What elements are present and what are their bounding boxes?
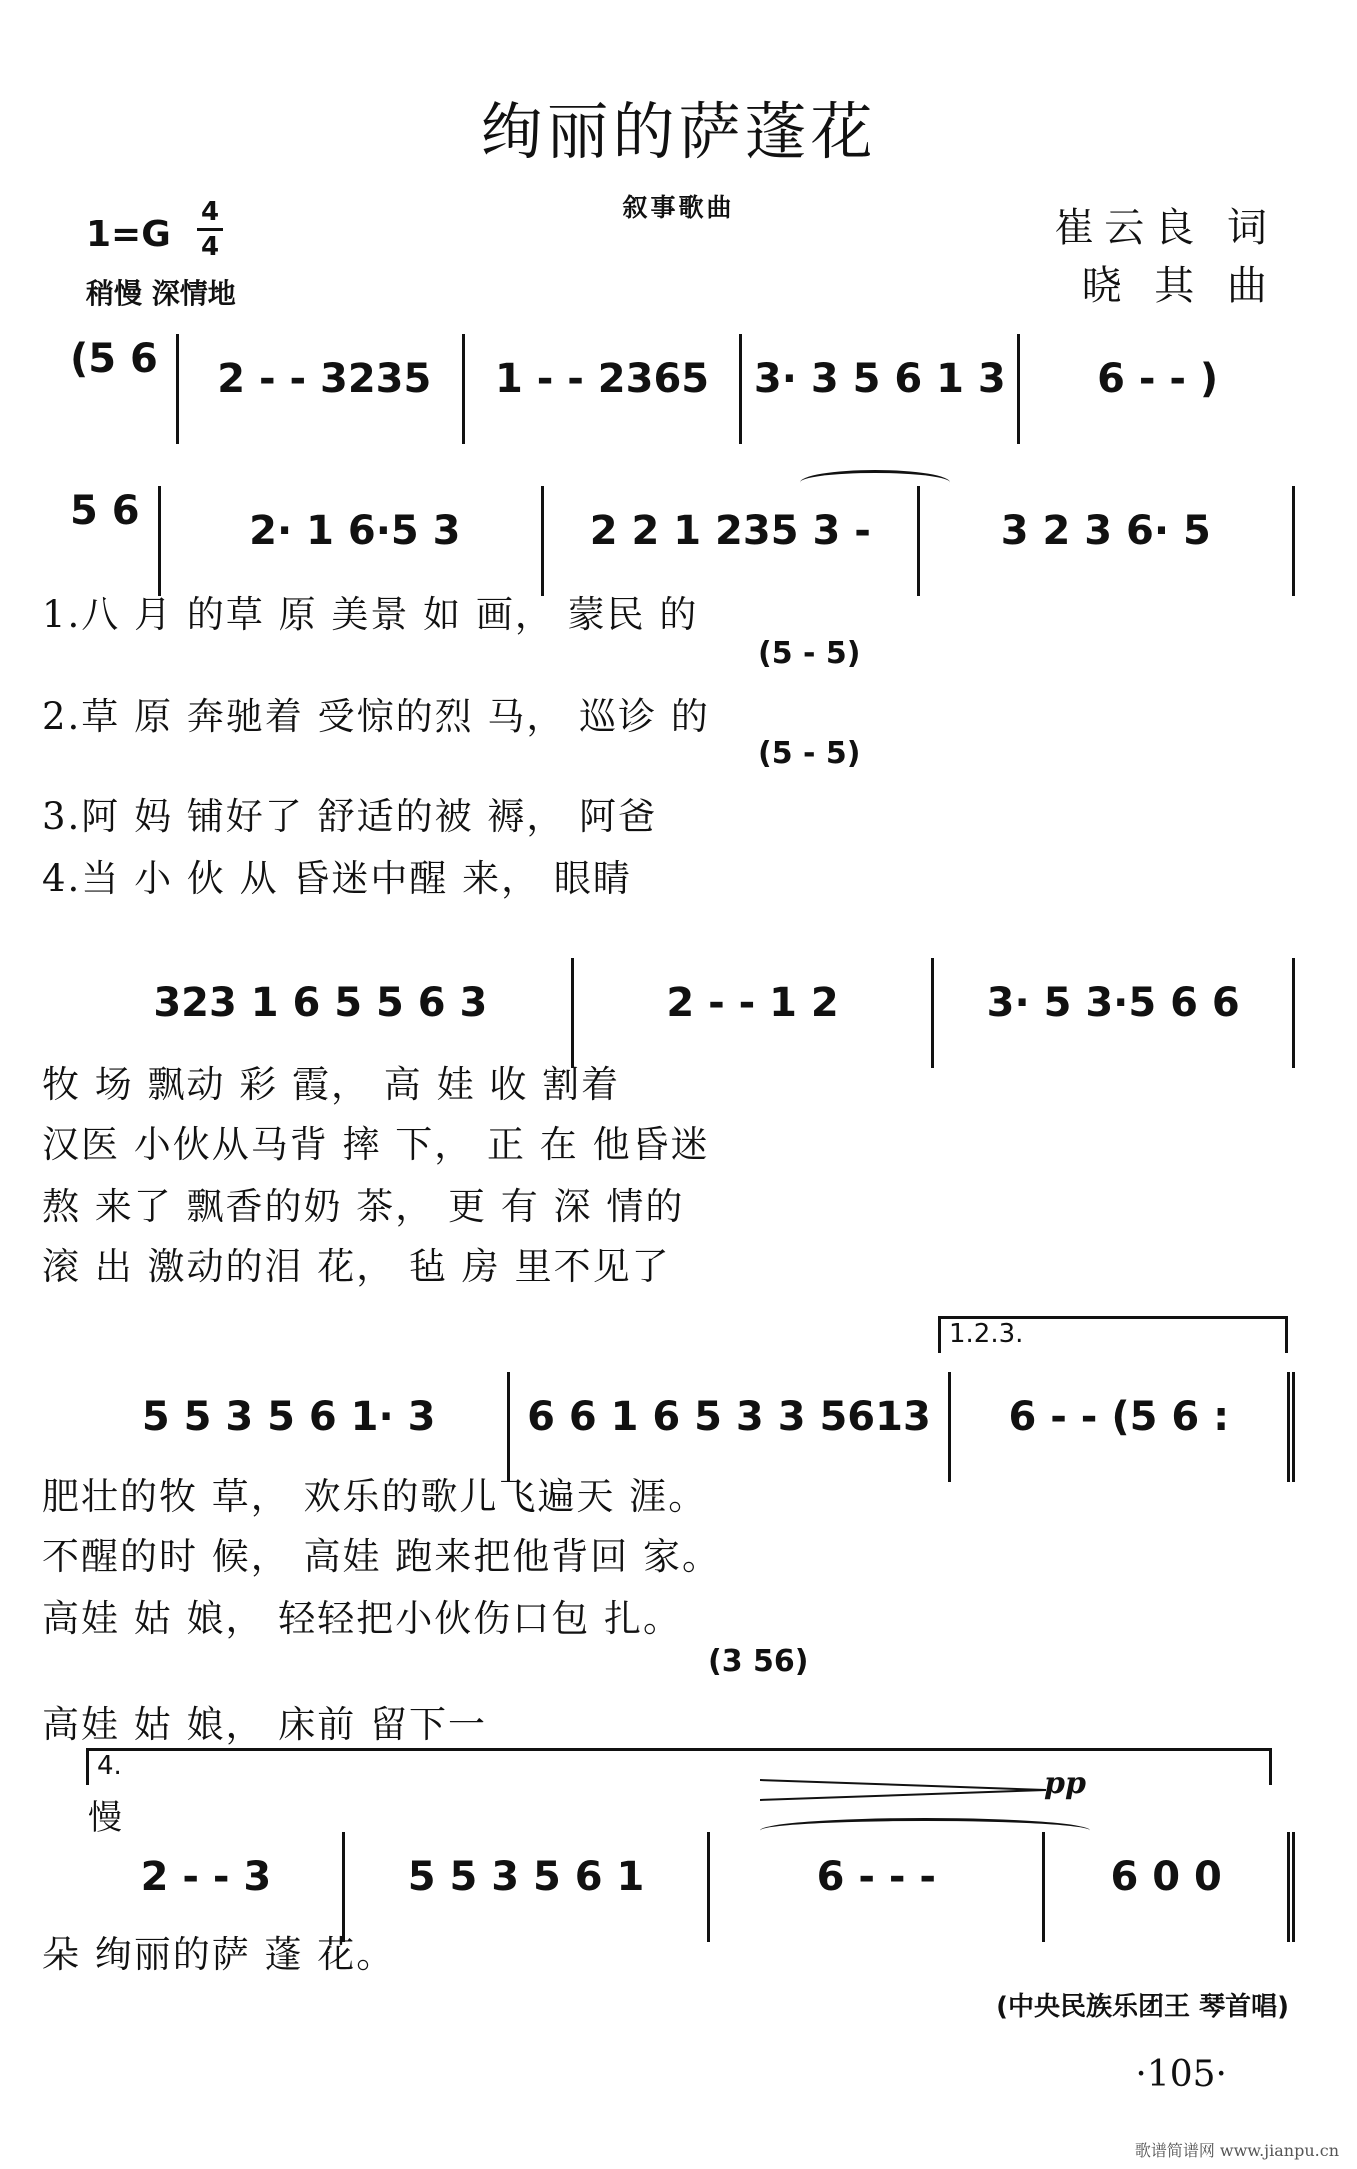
lyric-line3-verse1: 肥壮的牧 草， 欢乐的歌儿飞遍天 涯。 [42, 1475, 708, 1518]
lyric-line3-verse2: 不醒的时 候， 高娃 跑来把他背回 家。 [42, 1535, 722, 1578]
line3-notes-2: 6 6 1 6 5 3 3 5613 [527, 1394, 931, 1440]
lyric-line1-verse1: 1.八 月 的草 原 美景 如 画， 蒙民 的 [42, 593, 699, 636]
lyric-line2-verse4: 滚 出 激动的泪 花， 毡 房 里不见了 [42, 1245, 671, 1288]
page-number: ·105· [1135, 2054, 1227, 2095]
volta-first-ending: 1.2.3. [938, 1316, 1288, 1353]
slur-mark [800, 470, 950, 495]
line2-notes-2: 2 - - 1 2 [666, 980, 839, 1026]
line4-notes-1: 2 - - 3 [140, 1854, 272, 1900]
line4-notes-3: 6 - - - [816, 1854, 937, 1900]
line4-notes-4: 6 0 0 [1110, 1854, 1222, 1900]
staff-line-1 [70, 486, 1295, 596]
watermark: 歌谱简谱网 www.jianpu.cn [1134, 2141, 1339, 2160]
time-signature [197, 198, 223, 261]
intro-measure-2 [465, 334, 743, 444]
line3-notes-1: 5 5 3 5 6 1· 3 [141, 1394, 436, 1440]
dynamic-marking: pp [1044, 1766, 1086, 1801]
time-sig-bottom: 4 [200, 232, 220, 262]
intro-measures [70, 334, 1295, 444]
intro-measure-1 [187, 334, 465, 444]
line1-notes-1: 2· 1 6·5 3 [249, 508, 461, 554]
line1-notes-2: 2 2 1 235 3 - [589, 508, 871, 554]
line1-measures [70, 486, 1295, 596]
lyric-line1-verse4: 4.当 小 伙 从 昏迷中醒 来， 眼睛 [42, 857, 632, 900]
line3-notes-3: 6 - - (5 6 : [1008, 1394, 1230, 1440]
song-subtitle: 叙事歌曲 [622, 193, 735, 222]
fill-in-notes-1: (5 - 5) [758, 636, 861, 671]
line4-notes-2: 5 5 3 5 6 1 [407, 1854, 645, 1900]
line1-measure-1 [169, 486, 544, 596]
line1-measure-3 [920, 486, 1295, 596]
tempo-marking: 稍慢 深情地 [86, 277, 236, 310]
line1-pickup: 5 6 [70, 486, 161, 596]
line2-measures [70, 958, 1295, 1068]
intro-pickup: (5 6 [70, 334, 179, 444]
slur-mark-ending [760, 1818, 1090, 1843]
lyric-line2-verse3: 熬 来了 飘香的奶 茶， 更 有 深 情的 [42, 1185, 685, 1228]
lyric-line4: 朵 绚丽的萨 蓬 花。 [42, 1933, 396, 1976]
intro-measure-3 [742, 334, 1020, 444]
intro-notes-2: 1 - - 2365 [494, 356, 710, 402]
lyric-line1-verse2: 2.草 原 奔驰着 受惊的烈 马， 巡诊 的 [42, 695, 710, 738]
time-sig-top: 4 [200, 197, 220, 227]
intro-notes-4: 6 - - ) [1097, 356, 1219, 402]
lyric-line2-verse1: 牧 场 飘动 彩 霞， 高 娃 收 割着 [42, 1063, 621, 1106]
lyric-line1-verse3: 3.阿 妈 铺好了 舒适的被 褥， 阿爸 [42, 795, 658, 838]
lyric-line3-verse4: 高娃 姑 娘， 床前 留下一 [42, 1703, 488, 1746]
key-signature: 1=G [86, 214, 171, 255]
line2-measure-3 [934, 958, 1295, 1068]
line1-notes-3: 3 2 3 6· 5 [1000, 508, 1211, 554]
line1-measure-2 [544, 486, 919, 596]
slow-marking: 慢 [88, 1798, 122, 1838]
line2-measure-1 [70, 958, 574, 1068]
line2-measure-2 [574, 958, 935, 1068]
song-title: 绚丽的萨蓬花 [480, 95, 877, 168]
lyric-line2-verse2: 汉医 小伙从马背 摔 下， 正 在 他昏迷 [42, 1123, 710, 1166]
fill-in-notes-2: (5 - 5) [758, 736, 861, 771]
time-sig-divider [197, 228, 223, 231]
intro-notes-1: 2 - - 3235 [217, 356, 432, 402]
line2-notes-1: 323 1 6 5 5 6 3 [153, 980, 488, 1026]
decrescendo-hairpin [760, 1778, 1050, 1802]
intro-measure-4 [1020, 334, 1295, 444]
lyricist-credit: 崔云良 词 [1054, 205, 1277, 251]
staff-line-2 [70, 958, 1295, 1068]
premiere-note: (中央民族乐团王 琴首唱) [996, 1992, 1289, 2022]
staff-intro [70, 334, 1295, 444]
fill-in-notes-3: (3 56) [708, 1644, 809, 1679]
lyric-line3-verse3: 高娃 姑 娘， 轻轻把小伙伤口包 扎。 [42, 1597, 683, 1640]
composer-credit: 晓 其 曲 [1081, 263, 1277, 309]
volta-fourth-ending: 4. [86, 1748, 1272, 1785]
intro-notes-3: 3· 3 5 6 1 3 [753, 356, 1006, 402]
line2-notes-3: 3· 5 3·5 6 6 [986, 980, 1240, 1026]
